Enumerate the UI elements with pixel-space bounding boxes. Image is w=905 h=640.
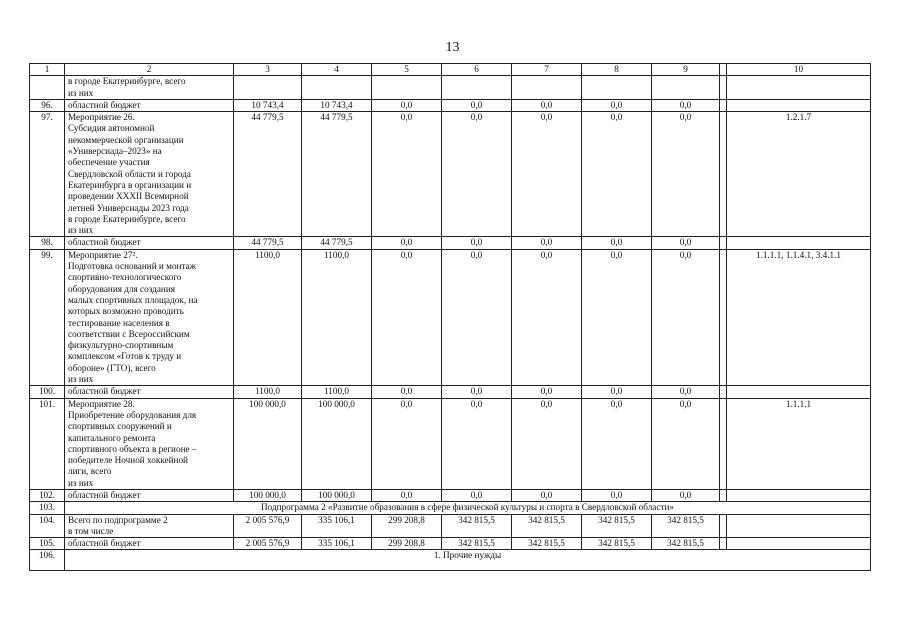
row-value: 299 208,8 [372,538,442,550]
row-number: 106. [30,550,65,571]
row-value: 342 815,5 [442,538,512,550]
row-target [727,538,871,550]
table-row [30,237,871,249]
row-value: 100 000,0 [234,398,302,489]
row-value: 0,0 [512,489,582,501]
row-value: 0,0 [512,112,582,237]
row-number: 101. [30,398,65,489]
row-target [727,76,871,100]
column-header: 3 [234,64,302,76]
column-gap [720,249,727,386]
row-value: 2 005 576,9 [234,514,302,538]
row-number: 104. [30,514,65,538]
subprogram-row [30,502,871,514]
row-value: 0,0 [372,112,442,237]
column-gap [720,514,727,538]
row-name: областной бюджет [65,489,234,501]
page-number: 13 [445,40,460,55]
row-value [512,76,582,100]
row-value: 0,0 [442,237,512,249]
row-value: 0,0 [582,489,652,501]
row-value: 0,0 [582,237,652,249]
table-row [30,514,871,538]
row-value: 0,0 [372,489,442,501]
row-value: 2 005 576,9 [234,538,302,550]
row-value: 100 000,0 [234,489,302,501]
row-value: 0,0 [512,386,582,398]
section-title: 1. Прочие нужды [65,550,871,571]
row-value [582,76,652,100]
row-value: 44 779,5 [234,112,302,237]
table-body [30,64,871,571]
row-number: 96. [30,99,65,111]
row-target: 1.1.1.1, 1.1.4.1, 3.4.1.1 [727,249,871,386]
row-value: 0,0 [442,112,512,237]
row-number: 100. [30,386,65,398]
row-value: 0,0 [582,249,652,386]
row-value: 100 000,0 [302,489,372,501]
row-value: 0,0 [582,398,652,489]
row-target: 1.1.1.1 [727,398,871,489]
column-gap [720,386,727,398]
subprogram-title: Подпрограмма 2 «Развитие образования в сфере физической культуры и спорта в Свердловской области» [65,502,871,514]
row-number: 97. [30,112,65,237]
column-header: 9 [652,64,720,76]
row-value: 100 000,0 [302,398,372,489]
row-name: областной бюджет [65,386,234,398]
row-target [727,99,871,111]
row-value: 0,0 [442,249,512,386]
row-value [372,76,442,100]
row-value: 0,0 [652,386,720,398]
row-value: 0,0 [652,112,720,237]
column-header: 1 [30,64,65,76]
row-number: 103. [30,502,65,514]
row-value: 0,0 [372,99,442,111]
row-name: областной бюджет [65,237,234,249]
table-row [30,386,871,398]
row-value: 0,0 [652,237,720,249]
row-value: 0,0 [652,99,720,111]
row-target: 1.2.1.7 [727,112,871,237]
column-header: 10 [727,64,871,76]
column-header: 6 [442,64,512,76]
row-value [302,76,372,100]
row-value: 342 815,5 [652,514,720,538]
column-gap [720,538,727,550]
row-value: 0,0 [582,99,652,111]
row-number [30,76,65,100]
row-value: 1100,0 [234,386,302,398]
row-number: 99. [30,249,65,386]
row-name: Мероприятие 28. Приобретение оборудования для спортивных сооружений и капитального ремонта спортивного объекта в регионе – победителе Ночной хоккейной лиги, всего из них [65,398,234,489]
table-row [30,398,871,489]
row-value: 342 815,5 [582,514,652,538]
row-value: 342 815,5 [582,538,652,550]
section-row [30,550,871,571]
column-gap [720,112,727,237]
row-number: 105. [30,538,65,550]
row-value: 44 779,5 [302,237,372,249]
row-value: 342 815,5 [442,514,512,538]
row-value: 0,0 [442,398,512,489]
row-target [727,237,871,249]
row-value: 0,0 [512,237,582,249]
row-value: 0,0 [652,398,720,489]
row-value: 342 815,5 [512,538,582,550]
row-target [727,386,871,398]
row-value: 342 815,5 [512,514,582,538]
row-value: 1100,0 [234,249,302,386]
row-name: Мероприятие 26. Субсидия автономной некоммерческой организации «Универсиада–2023» на обеспечение участия Свердловской области и города Екатеринбурга в организации и проведении XXXII Всемирной летней Универсиады 2023 года в городе Екатеринбурге, всего из них [65,112,234,237]
row-number: 102. [30,489,65,501]
row-value: 0,0 [512,398,582,489]
column-gap [720,64,727,76]
column-header: 2 [65,64,234,76]
row-value: 0,0 [442,99,512,111]
row-name: Мероприятие 27². Подготовка оснований и монтаж спортивно-технологического оборудования для создания малых спортивных площадок, на которых возможно проводить тестирование населения в соответствии с Всероссийским физкультурно-спортивным комплексом «Готов к труду и обороне» (ГТО), всего из них [65,249,234,386]
row-name: областной бюджет [65,99,234,111]
row-name: в городе Екатеринбурге, всего из них [65,76,234,100]
table-row [30,112,871,237]
column-gap [720,76,727,100]
row-value: 0,0 [582,386,652,398]
row-value: 0,0 [372,237,442,249]
row-value: 0,0 [512,99,582,111]
row-value: 10 743,4 [234,99,302,111]
table-row [30,489,871,501]
table-row [30,249,871,386]
row-value: 0,0 [372,398,442,489]
row-name: Всего по подпрограмме 2 в том числе [65,514,234,538]
column-gap [720,489,727,501]
row-name: областной бюджет [65,538,234,550]
column-header: 7 [512,64,582,76]
row-target [727,489,871,501]
row-value: 10 743,4 [302,99,372,111]
row-target [727,514,871,538]
table-row [30,538,871,550]
column-gap [720,99,727,111]
row-value: 1100,0 [302,249,372,386]
table-row [30,99,871,111]
row-value: 342 815,5 [652,538,720,550]
row-value: 0,0 [372,386,442,398]
row-value: 0,0 [372,249,442,386]
row-value: 0,0 [442,489,512,501]
row-value: 44 779,5 [234,237,302,249]
row-value: 335 106,1 [302,514,372,538]
row-value: 0,0 [512,249,582,386]
row-value: 1100,0 [302,386,372,398]
row-value [234,76,302,100]
row-value: 44 779,5 [302,112,372,237]
row-value [652,76,720,100]
column-header: 4 [302,64,372,76]
column-header: 8 [582,64,652,76]
row-value: 0,0 [652,249,720,386]
column-gap [720,398,727,489]
row-value: 0,0 [442,386,512,398]
table-header-row [30,64,871,76]
row-value: 0,0 [582,112,652,237]
row-number: 98. [30,237,65,249]
row-value [442,76,512,100]
column-gap [720,237,727,249]
row-value: 335 106,1 [302,538,372,550]
row-value: 299 208,8 [372,514,442,538]
column-header: 5 [372,64,442,76]
table-row [30,76,871,100]
row-value: 0,0 [652,489,720,501]
budget-table [29,63,871,571]
